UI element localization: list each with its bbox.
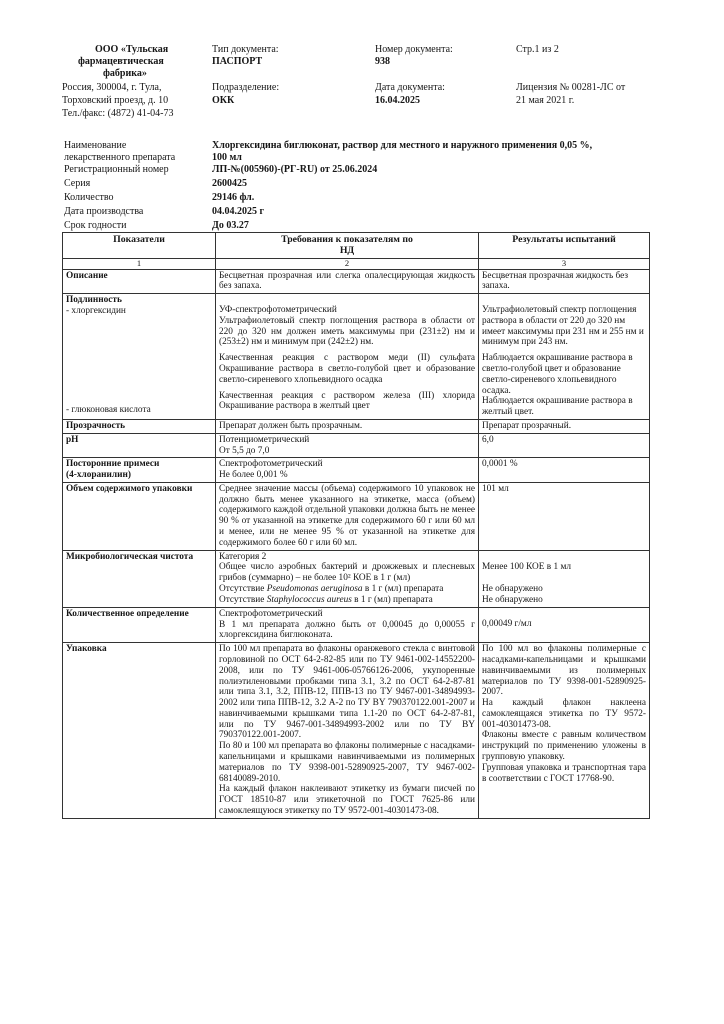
- row-impurity-name: [63, 458, 216, 483]
- impurity-method: Спектрофотометрический: [219, 459, 323, 470]
- row-transparency-req: Препарат должен быть прозрачным.: [216, 419, 479, 433]
- company-name-line-2: фармацевтическая: [78, 56, 164, 67]
- row-impurity-req: [216, 458, 479, 483]
- department-label: Подразделение:: [212, 82, 280, 93]
- table-row: [63, 550, 650, 607]
- assay-method: Спектрофотометрический: [219, 608, 323, 619]
- row-assay-req: [216, 607, 479, 642]
- product-name-value-2: 100 мл: [212, 152, 242, 163]
- expiry-value: До 03.27: [212, 220, 249, 231]
- micro-pa-res: Не обнаружено: [482, 584, 543, 595]
- identity-gluconic-acid: - глюконовая кислота: [66, 404, 151, 415]
- doc-number-label: Номер документа:: [375, 44, 453, 55]
- micro-pseudomonas-req: [219, 584, 475, 595]
- row-description-res: Бесцветная прозрачная жидкость без запаха.: [479, 269, 650, 294]
- product-name-label-1: Наименование: [64, 140, 127, 151]
- row-identity-name: [63, 294, 216, 420]
- license-line-2: 21 мая 2021 г.: [516, 95, 575, 106]
- quantity-label: Количество: [64, 192, 114, 203]
- identity-method: УФ-спектрофотометрический: [219, 305, 337, 316]
- company-name-line-3: фабрика»: [103, 68, 147, 79]
- page-number: Стр.1 из 2: [516, 44, 559, 55]
- header-indicators: Показатели: [63, 233, 216, 259]
- identity-iron-res: Наблюдается окрашивание раствора в желтый цвет.: [482, 396, 633, 418]
- header-requirements: [216, 233, 479, 259]
- impurity-title-1: Посторонние примеси: [66, 459, 160, 470]
- table-row: [63, 269, 650, 294]
- header-requirements-line-1: Требования к показателям по: [281, 234, 413, 245]
- identity-chlorhexidine: - хлоргексидин: [66, 305, 126, 316]
- packaging-res-2: На каждый флакон наклеена самоклеящаяся этикетка по ТУ 9572-001-40301473-08.: [482, 698, 646, 730]
- micro-total-res: Менее 100 КОЕ в 1 мл: [482, 561, 571, 572]
- row-micro-req: [216, 550, 479, 607]
- expiry-label: Срок годности: [64, 220, 127, 231]
- packaging-res-4: Групповая упаковка и транспортная тара в соответствии с ГОСТ 17768-90.: [482, 762, 646, 784]
- row-identity-req: [216, 294, 479, 420]
- row-identity-res: [479, 294, 650, 420]
- row-packaging-req: [216, 643, 479, 819]
- packaging-req-3: На каждый флакон наклеивают этикетку из бумаги писчей по ГОСТ 18510-87 или этикеточной по ГОСТ 7625-86 или самоклеящуюся этикетку по ТУ 9572-001-40301473-08.: [219, 784, 475, 816]
- identity-iron-req: Качественная реакция с раствором железа (III) хлорида Окрашивание раствора в желтый цвет: [219, 390, 475, 412]
- packaging-req-1: По 100 мл препарата во флаконы оранжевого стекла с винтовой горловиной по ОСТ 64-2-82-85 или по ТУ 9461-002-14552200-2008, или по ТУ 9461-006-05766126-2006, укупоренные полиэтиленовыми пробками типа 3.1, 3.2 по ОСТ 64-2-87-81 или типа 3.1, 3.2, ППВ-12, ППВ-13 по ТУ 9467-001-34894993-2002 или типа ППВ-12, 3.2 А-2 по ТУ BY 790370122.001-2007 и навинчиваемыми крышками типа 1.1-20 по ОСТ 64-2-87-81, или по ТУ 9467-001-34894993-2002 или по ТУ BY 790370122.001-2007.: [219, 644, 475, 741]
- table-row: [63, 643, 650, 819]
- identity-title: Подлинность: [66, 295, 122, 306]
- row-assay-res: [479, 607, 650, 642]
- table-header-row: [63, 233, 650, 259]
- column-number-3: 3: [479, 258, 650, 269]
- table-row: [63, 419, 650, 433]
- row-impurity-res: 0,0001 %: [479, 458, 650, 483]
- row-transparency-name: Прозрачность: [63, 419, 216, 433]
- impurity-limit: Не более 0,001 %: [219, 470, 288, 481]
- row-micro-res: [479, 550, 650, 607]
- micro-staphylococcus-req: [219, 595, 475, 606]
- identity-uv-res: Ультрафиолетовый спектр поглощения раствора в области от 220 до 320 нм имеет максимумы при 231 нм и 255 нм и минимум при 243 нм.: [482, 305, 644, 348]
- identity-copper-res: Наблюдается окрашивание раствора в светло-голубой цвет и образование светло-сиреневого хлопьевидного осадка.: [482, 353, 633, 396]
- department-value: ОКК: [212, 95, 235, 106]
- packaging-res-1: По 100 мл во флаконы полимерные с насадками-капельницами и крышками навинчиваемыми из полимерных материалов по ТУ 9398-001-52890925-2007.: [482, 644, 646, 698]
- row-ph-res: 6,0: [479, 433, 650, 458]
- micro-pa-organism: Pseudomonas aeruginosa: [266, 583, 363, 594]
- row-description-req: Бесцветная прозрачная или слегка опалесцирующая жидкость без запаха.: [216, 269, 479, 294]
- doc-number-value: 938: [375, 56, 390, 67]
- micro-pa-pre: Отсутствие: [219, 583, 267, 594]
- company-name-line-1: ООО «Тульская: [95, 44, 169, 55]
- micro-pa-post: в 1 г (мл) препарата: [362, 583, 444, 594]
- header-results: Результаты испытаний: [479, 233, 650, 259]
- table-row: [63, 482, 650, 550]
- header-requirements-line-2: НД: [339, 245, 355, 257]
- company-address-line-2: Торховский проезд, д. 10: [62, 95, 169, 106]
- assay-result: 0,00049 г/мл: [482, 618, 532, 629]
- table-row: [63, 433, 650, 458]
- ph-range: От 5,5 до 7,0: [219, 445, 270, 456]
- doc-type-value: ПАСПОРТ: [212, 56, 263, 67]
- row-micro-name: Микробиологическая чистота: [63, 550, 216, 607]
- product-name-value-1: Хлоргексидина биглюконат, раствор для местного и наружного применения 0,05 %,: [212, 140, 593, 151]
- series-value: 2600425: [212, 178, 247, 189]
- micro-sa-pre: Отсутствие: [219, 594, 267, 605]
- micro-category: Категория 2: [219, 551, 267, 562]
- company-address-line-1: Россия, 300004, г. Тула,: [62, 82, 162, 93]
- row-packaging-name: Упаковка: [63, 643, 216, 819]
- specification-table: [62, 232, 650, 819]
- micro-sa-res: Не обнаружено: [482, 595, 543, 606]
- row-volume-req: Среднее значение массы (объема) содержимого 10 упаковок не должно быть менее указанного на этикетке, масса (объем) содержимого каждой отдельной упаковки должна быть не менее 90 % от указанной на этикетке для содержимого 60 г или 60 мл и менее, или не менее 95 % от указанной на этикетке для содержимого более 60 г или 60 мл.: [216, 482, 479, 550]
- production-date-value: 04.04.2025 г: [212, 206, 265, 217]
- doc-date-label: Дата документа:: [375, 82, 445, 93]
- assay-limit: В 1 мл препарата должно быть от 0,00045 до 0,00055 г хлоргексидина биглюконата.: [219, 619, 475, 641]
- micro-sa-post: в 1 г (мл) препарата: [351, 594, 433, 605]
- product-name-label-2: лекарственного препарата: [64, 152, 176, 163]
- table-row: [63, 294, 650, 420]
- packaging-req-2: По 80 и 100 мл препарата во флаконы полимерные с насадками-капельницами и крышками навинчиваемыми из полимерных материалов по ТУ 9398-001-52890925-2007, ТУ 9467-002-68140089-2010.: [219, 741, 475, 784]
- row-transparency-res: Препарат прозрачный.: [479, 419, 650, 433]
- company-phone: Тел./факс: (4872) 41-04-73: [62, 108, 174, 119]
- ph-method: Потенциометрический: [219, 434, 310, 445]
- row-assay-name: Количественное определение: [63, 607, 216, 642]
- micro-sa-organism: Staphylococcus aureus: [266, 594, 352, 605]
- production-date-label: Дата производства: [64, 206, 144, 217]
- row-ph-name: pH: [63, 433, 216, 458]
- identity-copper-req: Качественная реакция с раствором меди (II) сульфата Окрашивание раствора в светло-голубой цвет и образование светло-сиреневого хлопьевидного осадка: [219, 353, 475, 385]
- row-volume-res: 101 мл: [479, 482, 650, 550]
- column-number-2: 2: [216, 258, 479, 269]
- column-number-row: [63, 258, 650, 269]
- table-row: [63, 458, 650, 483]
- doc-type-label: Тип документа:: [212, 44, 279, 55]
- micro-total-req: Общее число аэробных бактерий и дрожжевых и плесневых грибов (суммарно) – не более 10² КОЕ в 1 г (мл): [219, 562, 475, 584]
- packaging-res-3: Флаконы вместе с равным количеством инструкций по применению уложены в групповую упаковку.: [482, 730, 646, 763]
- row-packaging-res: [479, 643, 650, 819]
- series-label: Серия: [64, 178, 91, 189]
- row-description-name: Описание: [63, 269, 216, 294]
- identity-uv-req: Ультрафиолетовый спектр поглощения раствора в области от 220 до 320 нм должен иметь максимумы при (231±2) нм и (253±2) нм и минимум при (242±2) нм.: [219, 315, 475, 348]
- license-line-1: Лицензия № 00281-ЛС от: [516, 82, 626, 93]
- impurity-title-2: (4-хлоранилин): [66, 470, 131, 481]
- row-volume-name: Объем содержимого упаковки: [63, 482, 216, 550]
- row-ph-req: [216, 433, 479, 458]
- reg-number-value: ЛП-№(005960)-(РГ-RU) от 25.06.2024: [212, 164, 378, 175]
- reg-number-label: Регистрационный номер: [64, 164, 169, 175]
- table-row: [63, 607, 650, 642]
- doc-date-value: 16.04.2025: [375, 95, 420, 106]
- column-number-1: 1: [63, 258, 216, 269]
- quantity-value: 29146 фл.: [212, 192, 255, 203]
